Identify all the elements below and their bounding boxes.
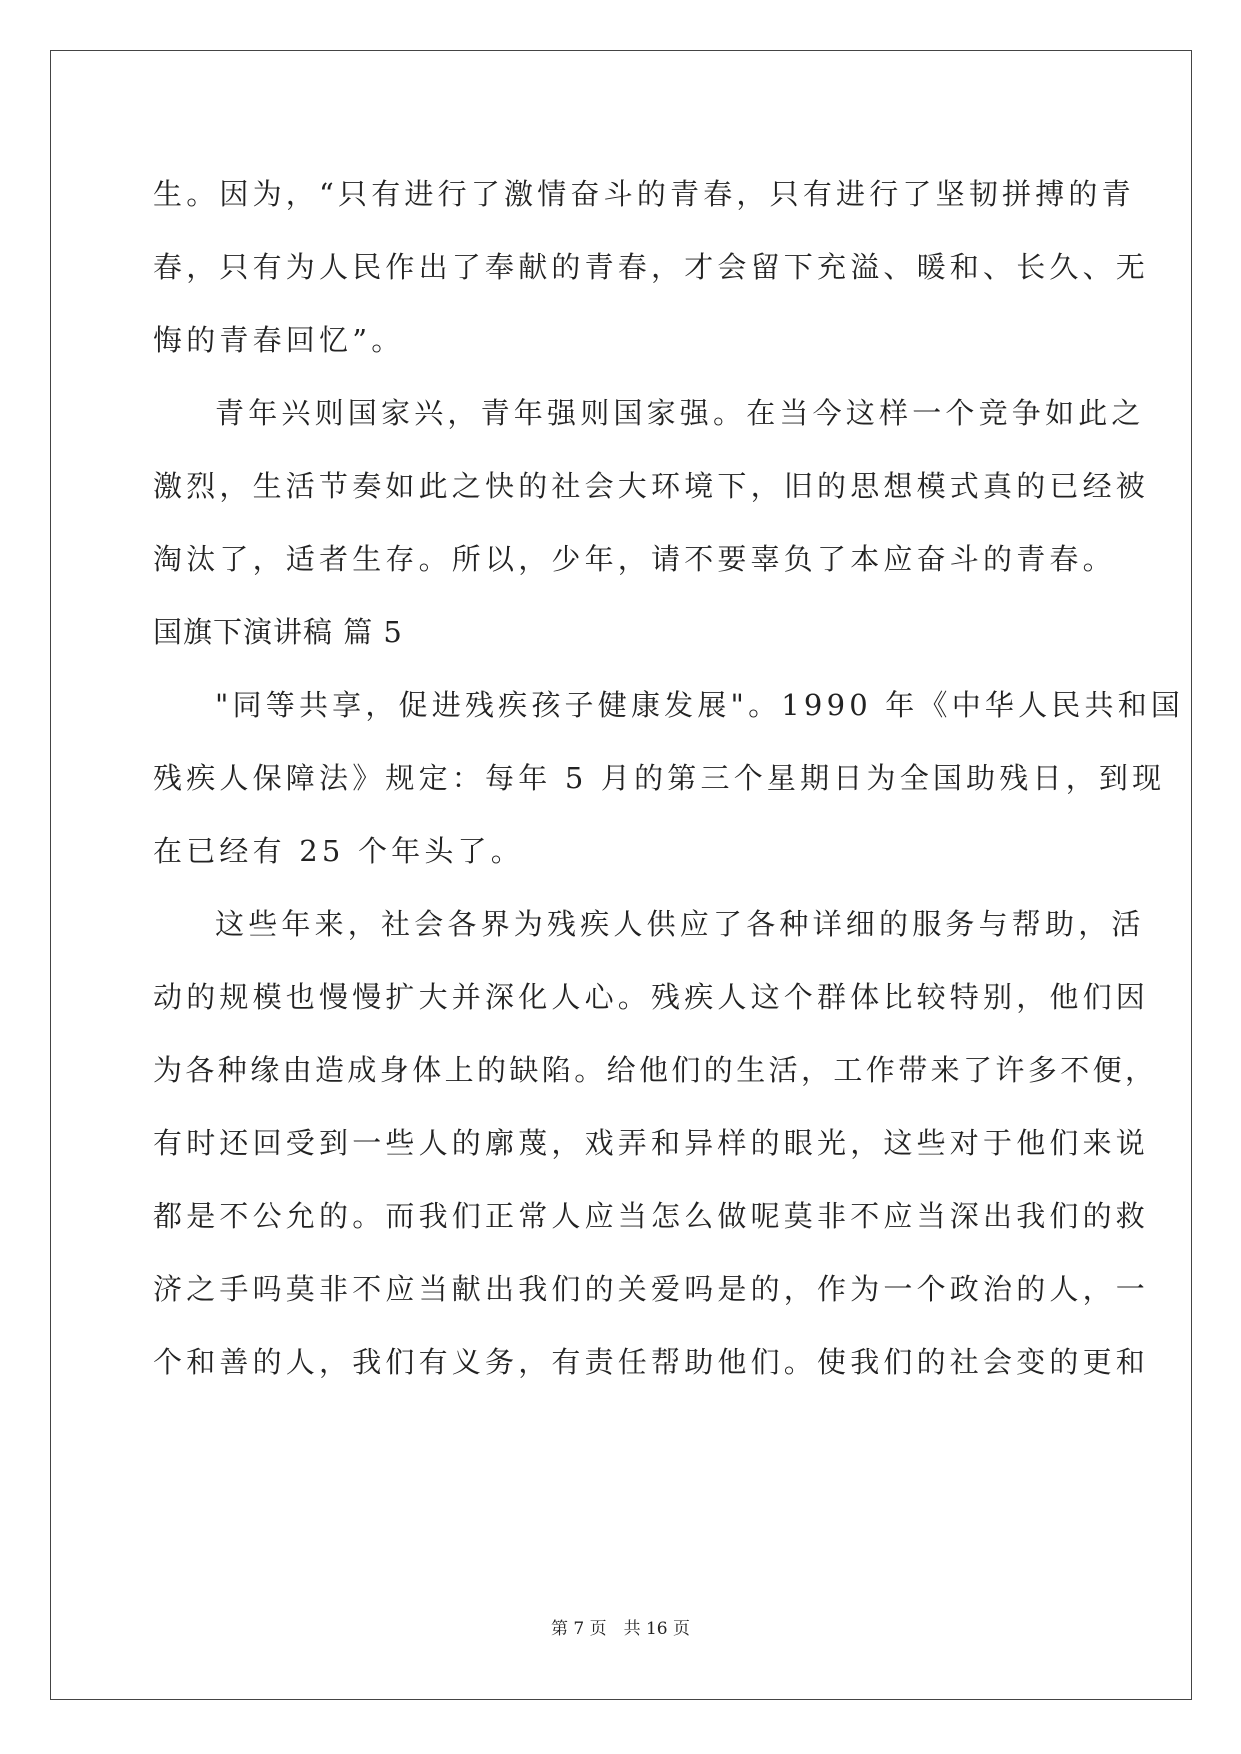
text-line: 个和善的人，我们有义务，有责任帮助他们。使我们的社会变的更和 bbox=[153, 1345, 1150, 1379]
text-line: 残疾人保障法》规定：每年 5 月的第三个星期日为全国助残日，到现 bbox=[153, 761, 1166, 795]
page-number-footer: 第 7 页 共 16 页 bbox=[550, 1619, 691, 1639]
document-body bbox=[153, 158, 1185, 1399]
section-heading: 国旗下演讲稿 篇 5 bbox=[153, 615, 403, 649]
text-line: 悔的青春回忆”。 bbox=[153, 323, 405, 357]
paragraph-start-line: "同等共享，促进残疾孩子健康发展"。1990 年《中华人民共和国 bbox=[215, 688, 1185, 722]
text-line: 都是不公允的。而我们正常人应当怎么做呢莫非不应当深出我们的救 bbox=[153, 1199, 1150, 1233]
text-line: 济之手吗莫非不应当献出我们的关爱吗是的，作为一个政治的人，一 bbox=[153, 1272, 1150, 1306]
text-line: 有时还回受到一些人的廓蔑，戏弄和异样的眼光，这些对于他们来说 bbox=[153, 1126, 1150, 1160]
text-line: 在已经有 25 个年头了。 bbox=[153, 834, 524, 868]
text-line: 激烈，生活节奏如此之快的社会大环境下，旧的思想模式真的已经被 bbox=[153, 469, 1150, 503]
text-line: 春，只有为人民作出了奉献的青春，才会留下充溢、暖和、长久、无 bbox=[153, 250, 1150, 284]
text-line: 动的规模也慢慢扩大并深化人心。残疾人这个群体比较特别，他们因 bbox=[153, 980, 1150, 1014]
paragraph-start-line: 这些年来，社会各界为残疾人供应了各种详细的服务与帮助，活 bbox=[215, 907, 1145, 941]
text-line: 为各种缘由造成身体上的缺陷。给他们的生活，工作带来了许多不便， bbox=[153, 1053, 1158, 1087]
paragraph-start-line: 青年兴则国家兴，青年强则国家强。在当今这样一个竞争如此之 bbox=[215, 396, 1145, 430]
text-line: 生。因为，“只有进行了激情奋斗的青春，只有进行了坚韧拼搏的青 bbox=[153, 177, 1135, 211]
text-line: 淘汰了，适者生存。所以，少年，请不要辜负了本应奋斗的青春。 bbox=[153, 542, 1116, 576]
